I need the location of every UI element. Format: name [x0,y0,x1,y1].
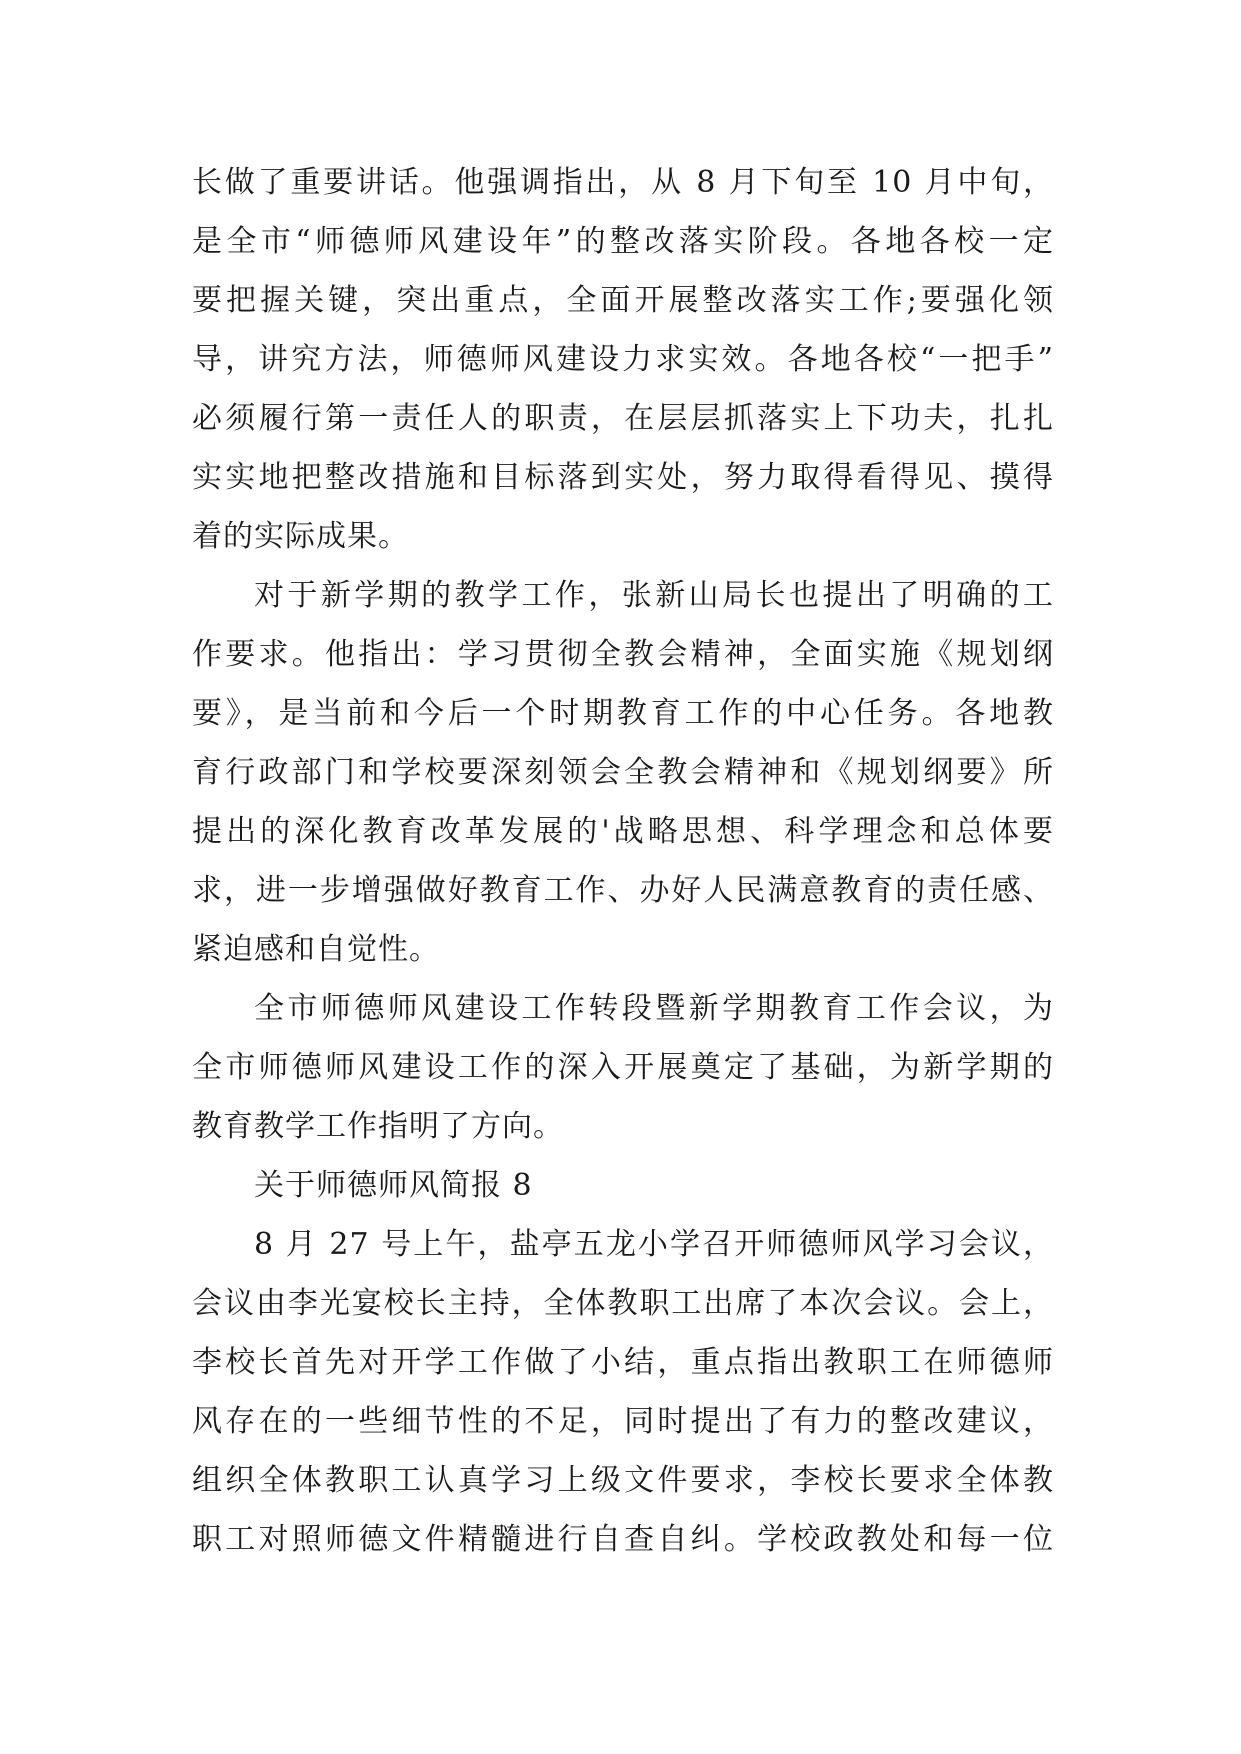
body-line: 会议由李光宴校长主持，全体教职工出席了本次会议。会上， [192,1286,1054,1321]
body-line: 提出的深化教育改革发展的'战略思想、科学理念和总体要 [192,814,1054,849]
body-line: 全市师德师风建设工作的深入开展奠定了基础，为新学期的 [192,1050,1054,1085]
body-line: 李校长首先对开学工作做了小结，重点指出教职工在师德师 [192,1345,1054,1380]
body-line: 要把握关键，突出重点，全面开展整改落实工作;要强化领 [192,283,1054,318]
paragraph-first-line: 对于新学期的教学工作，张新山局长也提出了明确的工 [254,578,1054,613]
paragraph-first-line: 8 月 27 号上午，盐亭五龙小学召开师德师风学习会议， [254,1227,1054,1262]
body-line: 必须履行第一责任人的职责，在层层抓落实上下功夫，扎扎 [192,401,1054,436]
body-line: 教育教学工作指明了方向。 [192,1109,564,1144]
body-line: 要》，是当前和今后一个时期教育工作的中心任务。各地教 [192,696,1054,731]
body-line: 实实地把整改措施和目标落到实处，努力取得看得见、摸得 [192,460,1054,495]
body-line: 着的实际成果。 [192,519,409,554]
body-line: 育行政部门和学校要深刻领会全教会精神和《规划纲要》所 [192,755,1054,790]
body-line: 紧迫感和自觉性。 [192,932,440,967]
document-body [192,153,1054,1569]
body-line: 作要求。他指出：学习贯彻全教会精神，全面实施《规划纲 [192,637,1054,672]
body-line: 长做了重要讲话。他强调指出，从 8 月下旬至 10 月中旬， [192,165,1054,200]
body-line: 组织全体教职工认真学习上级文件要求，李校长要求全体教 [192,1463,1054,1498]
body-line: 职工对照师德文件精髓进行自查自纠。学校政教处和每一位 [192,1522,1054,1557]
body-line: 求，进一步增强做好教育工作、办好人民满意教育的责任感、 [192,873,1054,908]
body-line: 是全市“师德师风建设年”的整改落实阶段。各地各校一定 [192,224,1054,259]
body-line: 风存在的一些细节性的不足，同时提出了有力的整改建议， [192,1404,1054,1439]
section-heading: 关于师德师风简报 8 [254,1168,533,1203]
body-line: 导，讲究方法，师德师风建设力求实效。各地各校“一把手” [192,342,1054,377]
paragraph-first-line: 全市师德师风建设工作转段暨新学期教育工作会议，为 [254,991,1054,1026]
